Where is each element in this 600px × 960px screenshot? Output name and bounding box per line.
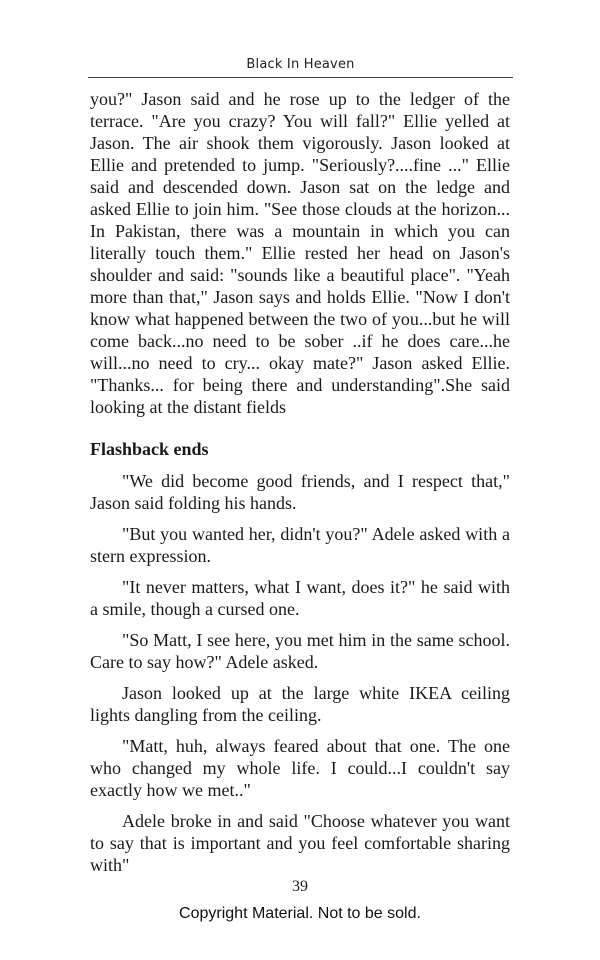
paragraph-1: "We did become good friends, and I respect that," Jason said folding his hands. <box>90 471 510 513</box>
copyright-notice: Copyright Material. Not to be sold. <box>179 905 421 922</box>
paragraph-6: "Matt, huh, always feared about that one. The one who changed my whole life. I could...I couldn't say exactly how we met.." <box>90 736 510 800</box>
paragraph-7: Adele broke in and said "Choose whatever you want to say that is important and you feel comfortable sharing with" <box>90 811 510 875</box>
opening-paragraph: you?" Jason said and he rose up to the ledger of the terrace. "Are you crazy? You will fall?" Ellie yelled at Jason. The air shook them vigorously. Jason looked at Ellie and pretended to jump. "Seriously?....fine ..." Ellie said and descended down. Jason sat on the ledge and asked Ellie to join him. "See those clouds at the horizon... In Pakistan, there was a mountain in which you can literally touch them." Ellie rested her head on Jason's shoulder and said: "sounds like a beautiful place". "Yeah more than that," Jason says and holds Ellie. "Now I don't know what happened between the two of you...but he will come back...no need to be sober ..if he does care...he will...no need to cry... okay mate?" Jason asked Ellie. "Thanks... for being there and understanding".She said looking at the distant fields <box>90 89 510 417</box>
header-rule <box>88 77 513 78</box>
section-heading: Flashback ends <box>90 439 209 459</box>
paragraph-2: "But you wanted her, didn't you?" Adele asked with a stern expression. <box>90 524 510 566</box>
paragraph-3: "It never matters, what I want, does it?" he said with a smile, though a cursed one. <box>90 577 510 619</box>
paragraph-4: "So Matt, I see here, you met him in the same school. Care to say how?" Adele asked. <box>90 630 510 672</box>
page-body <box>90 88 510 885</box>
paragraph-5: Jason looked up at the large white IKEA ceiling lights dangling from the ceiling. <box>90 683 510 725</box>
running-header-title: Black In Heaven <box>246 57 355 72</box>
page-number: 39 <box>292 878 308 895</box>
